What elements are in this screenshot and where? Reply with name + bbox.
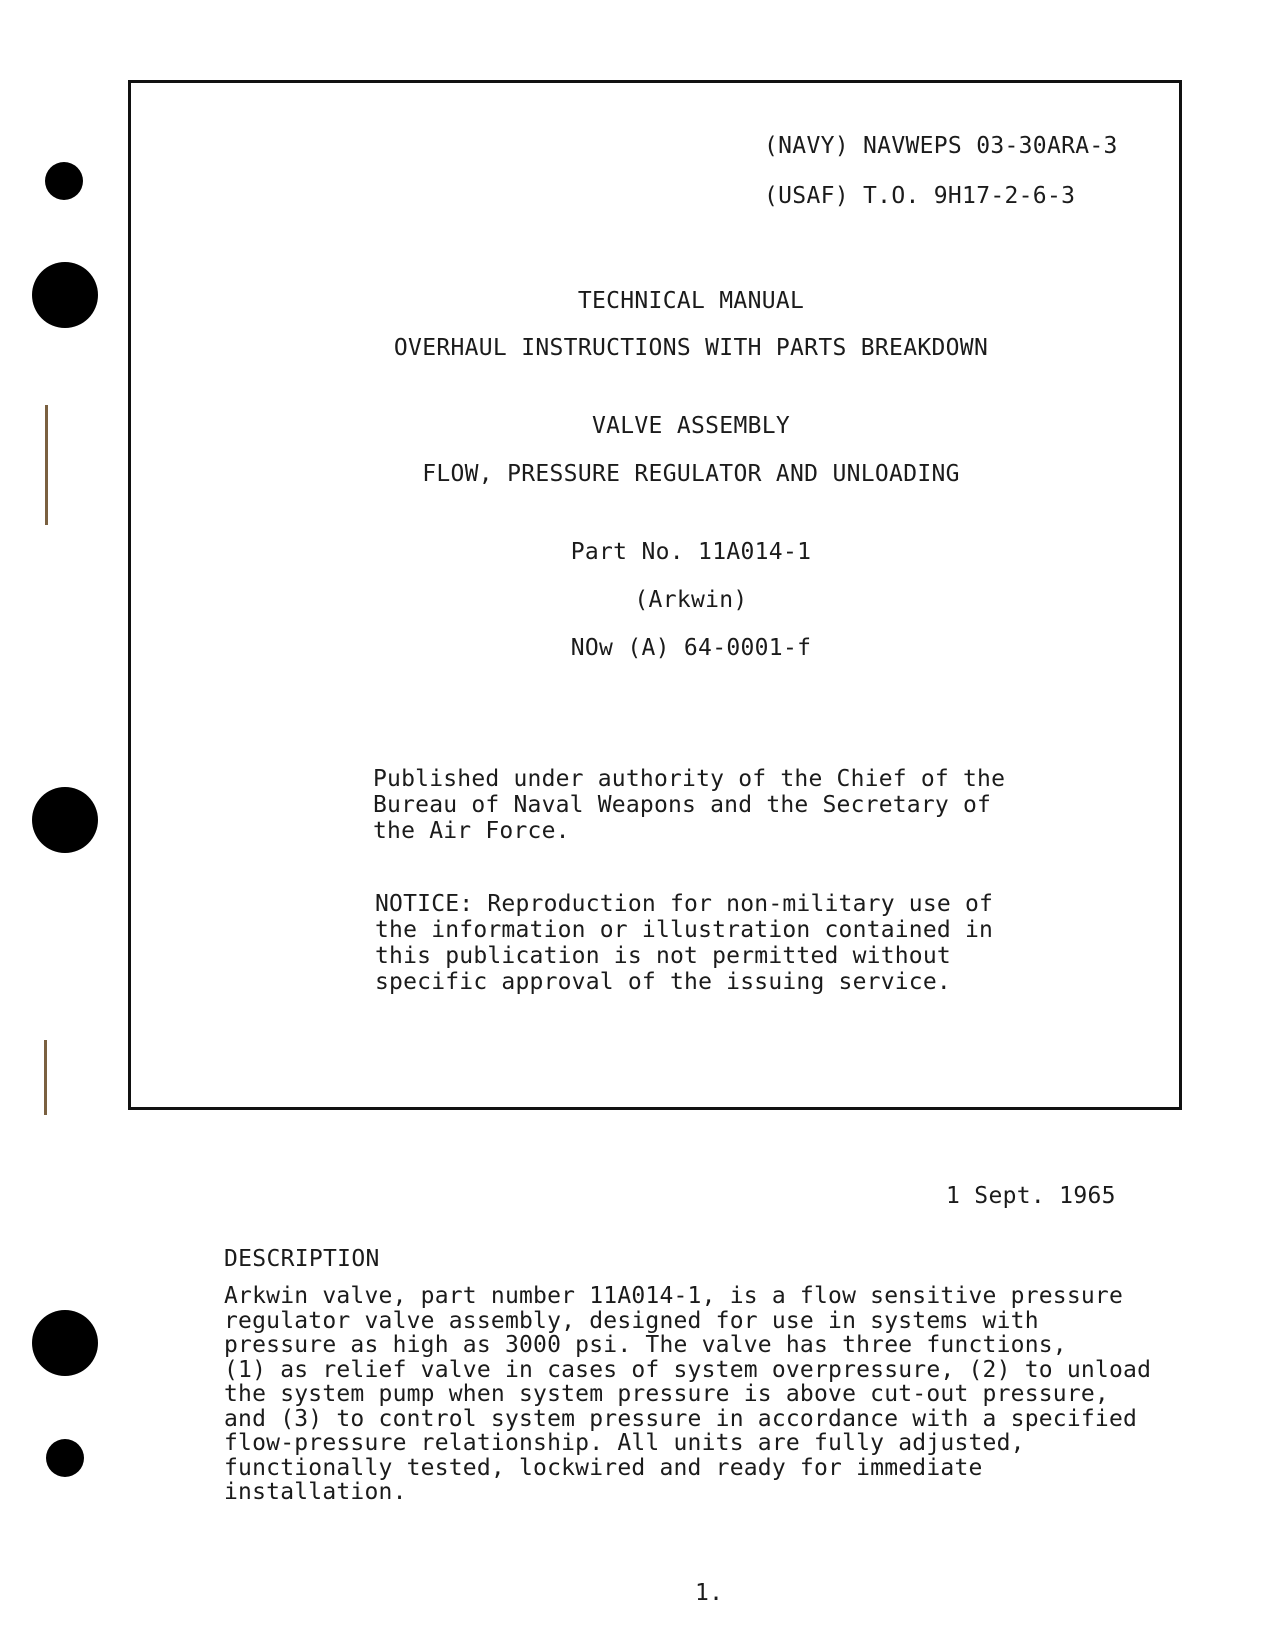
part-number: Part No. 11A014-1 bbox=[570, 539, 812, 565]
navy-publication-id: (NAVY) NAVWEPS 03-30ARA-3 bbox=[764, 133, 1118, 159]
binder-hole bbox=[32, 1310, 98, 1376]
authority-line: Published under authority of the Chief of the bbox=[373, 766, 1006, 792]
description-heading: DESCRIPTION bbox=[224, 1246, 380, 1272]
authority-statement bbox=[373, 766, 1005, 844]
title-frame bbox=[128, 80, 1182, 1110]
description-line: installation. bbox=[224, 1479, 407, 1505]
item-title: VALVE ASSEMBLY bbox=[591, 413, 791, 439]
manual-type-heading: TECHNICAL MANUAL bbox=[577, 288, 805, 314]
description-line: regulator valve assembly, designed for use in systems with bbox=[224, 1307, 1039, 1334]
notice-line: this publication is not permitted without bbox=[375, 943, 951, 969]
notice-line: NOTICE: Reproduction for non-military use of bbox=[375, 891, 994, 917]
description-line: (1) as relief valve in cases of system overpressure, (2) to unload bbox=[224, 1356, 1152, 1383]
binder-hole bbox=[45, 162, 83, 200]
description-line: and (3) to control system pressure in accordance with a specified bbox=[224, 1405, 1138, 1432]
current-part-number: NOw (A) 64-0001-f bbox=[570, 635, 812, 661]
description-line: pressure as high as 3000 psi. The valve has three functions, bbox=[224, 1332, 1067, 1358]
margin-mark bbox=[45, 405, 48, 525]
usaf-publication-id: (USAF) T.O. 9H17-2-6-3 bbox=[764, 183, 1076, 209]
description-line: Arkwin valve, part number 11A014-1, is a flow sensitive pressure bbox=[224, 1283, 1124, 1309]
authority-line: Bureau of Naval Weapons and the Secretary of bbox=[373, 792, 992, 818]
binder-hole bbox=[32, 262, 98, 328]
description-body bbox=[224, 1284, 1151, 1505]
description-line: the system pump when system pressure is above cut-out pressure, bbox=[224, 1381, 1109, 1407]
margin-mark bbox=[44, 1040, 47, 1115]
binder-hole bbox=[32, 787, 98, 853]
manufacturer: (Arkwin) bbox=[634, 587, 748, 613]
page-number: 1. bbox=[695, 1580, 724, 1606]
notice-line: specific approval of the issuing service. bbox=[375, 969, 951, 995]
description-line: functionally tested, lockwired and ready for immediate bbox=[224, 1454, 983, 1481]
manual-subtitle: OVERHAUL INSTRUCTIONS WITH PARTS BREAKDOWN bbox=[393, 335, 989, 361]
item-subtitle: FLOW, PRESSURE REGULATOR AND UNLOADING bbox=[422, 461, 960, 487]
publication-date: 1 Sept. 1965 bbox=[946, 1183, 1116, 1209]
authority-line: the Air Force. bbox=[373, 818, 570, 844]
notice-line: the information or illustration contained in bbox=[375, 917, 994, 943]
notice-statement bbox=[375, 891, 993, 995]
description-line: flow-pressure relationship. All units are fully adjusted, bbox=[224, 1430, 1025, 1456]
binder-hole bbox=[46, 1439, 84, 1477]
